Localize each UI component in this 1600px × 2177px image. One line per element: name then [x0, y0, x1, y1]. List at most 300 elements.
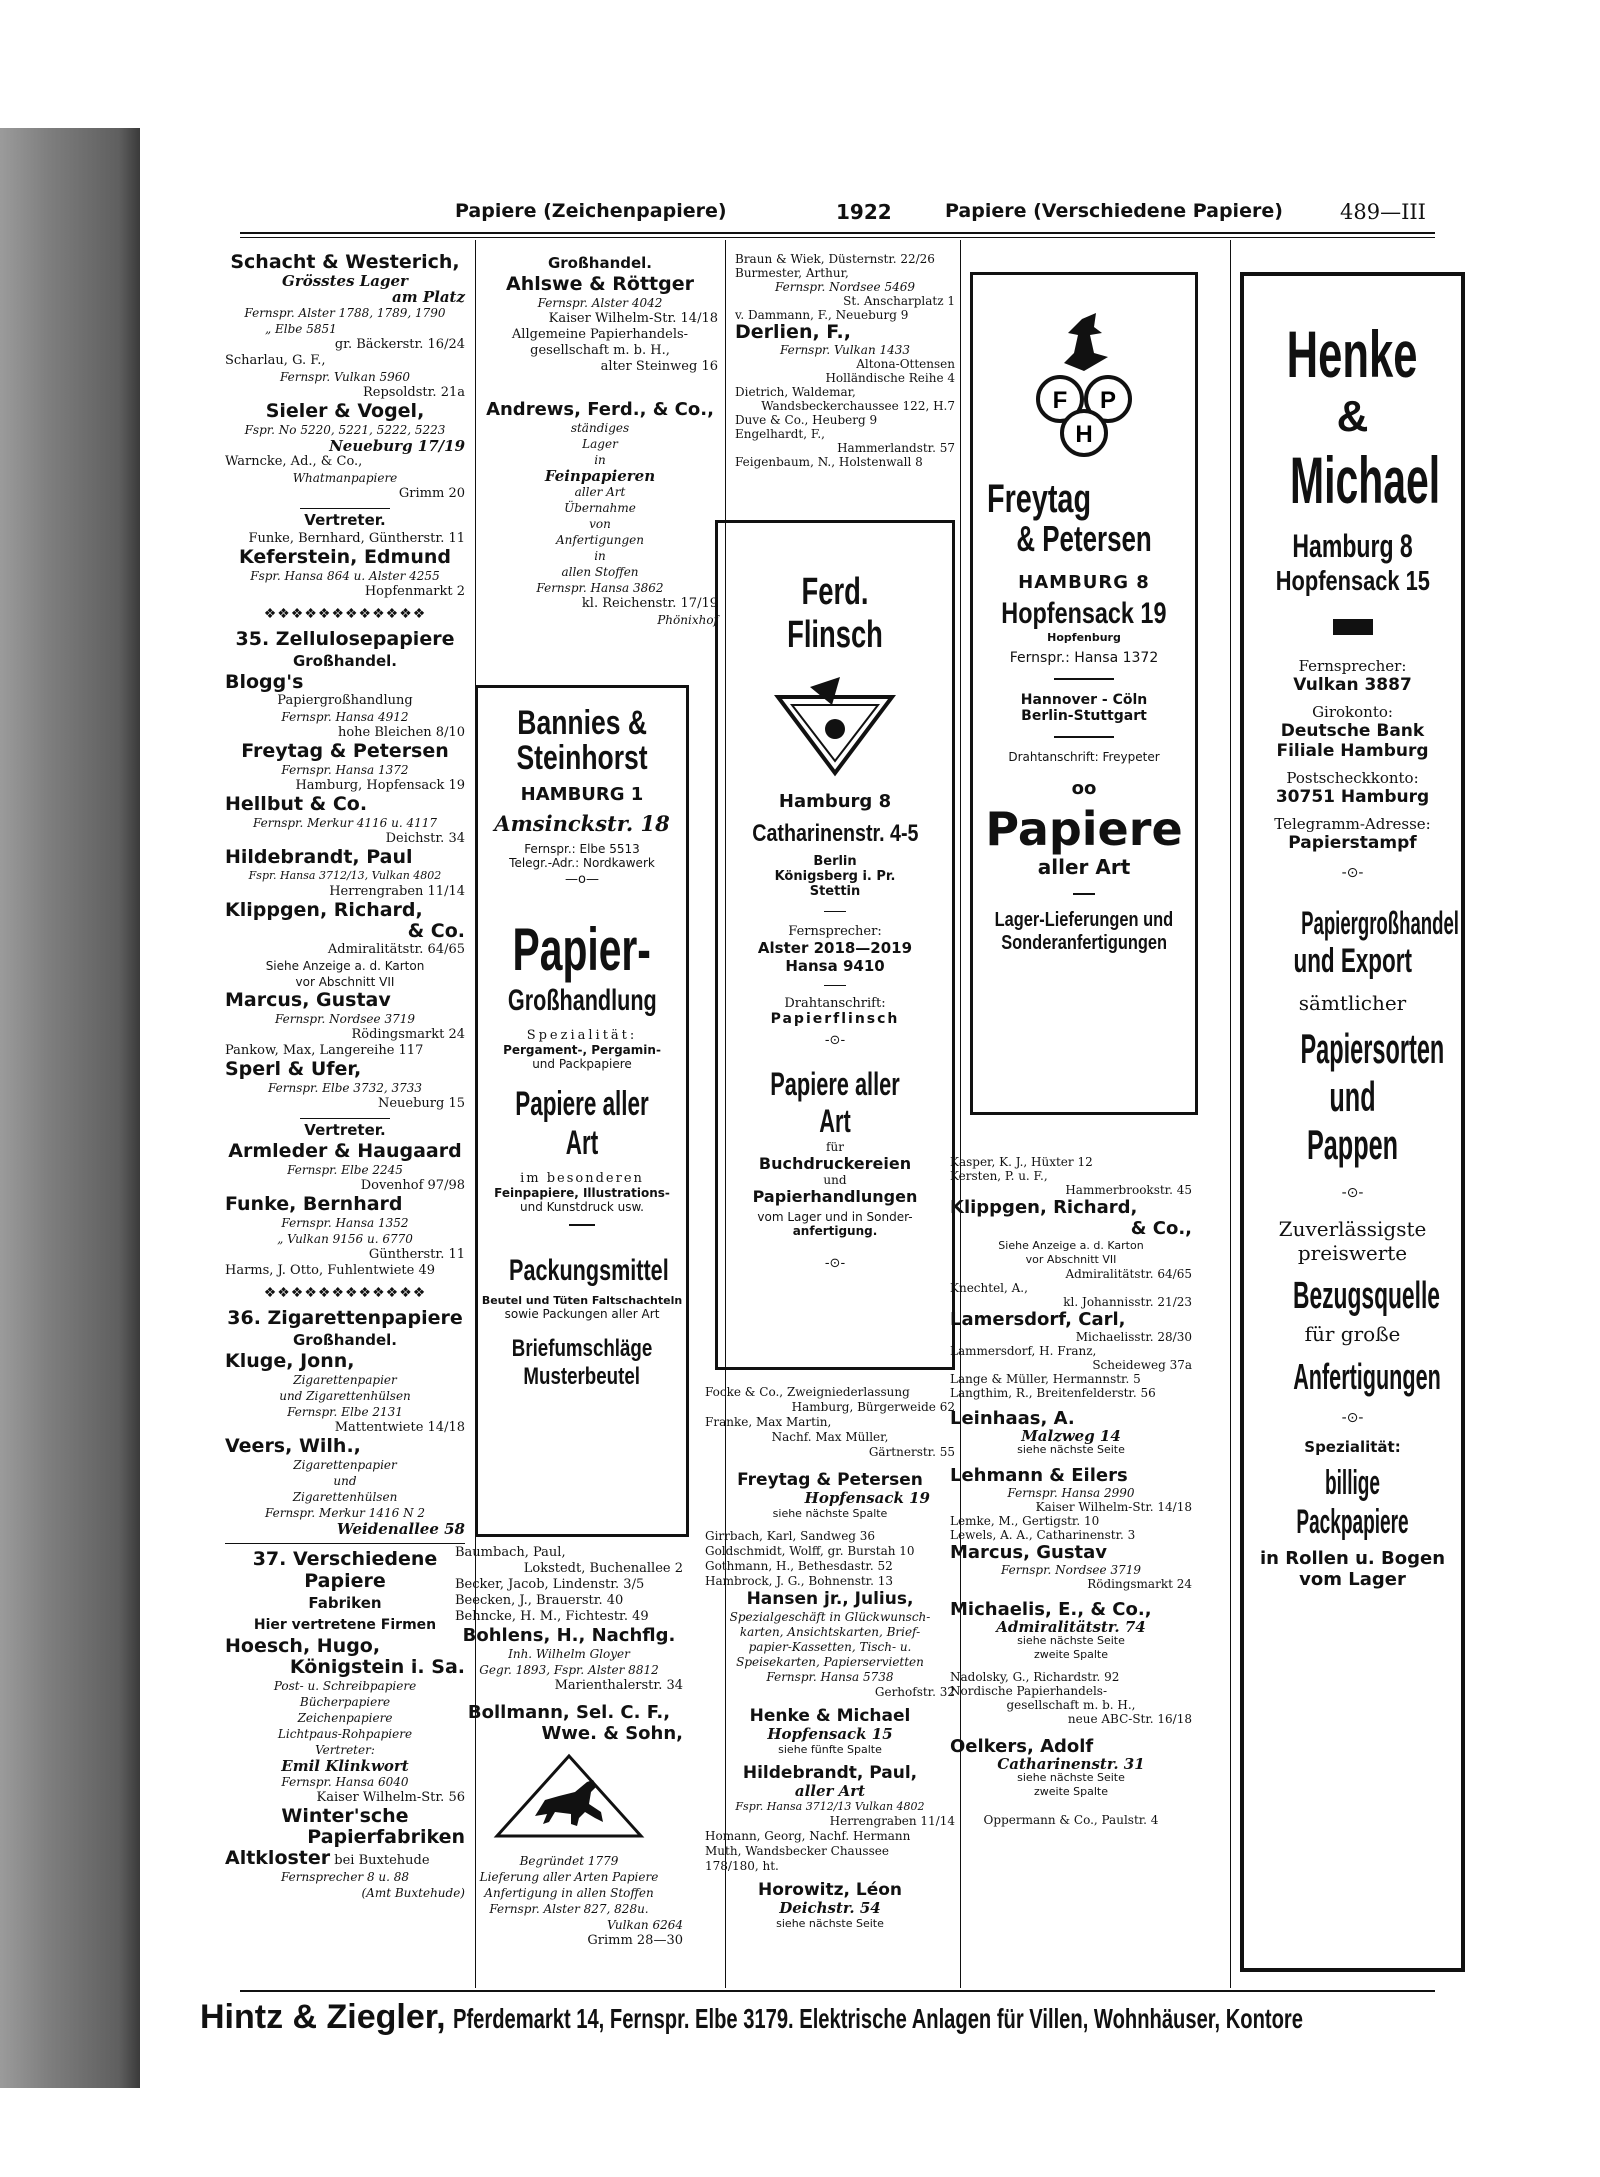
ad-ferd-flinsch: [715, 520, 955, 1370]
ad-separator: -⊙-: [1341, 1410, 1364, 1426]
entry-name: Klippgen, Richard,: [225, 899, 423, 921]
ad-text: Sonderanfertigungen: [1001, 932, 1167, 954]
column-2: [482, 252, 718, 628]
entry-address: gr. Bäckerstr. 16/24: [334, 337, 465, 352]
ad-big-text: Papiergroßhandel: [1301, 905, 1459, 941]
entry-name: Lammersdorf, H. Franz,: [950, 1344, 1097, 1358]
entry-address: Admiralitätstr. 74: [996, 1618, 1146, 1636]
entry-phone: Fernspr. Hansa 1372: [281, 763, 409, 777]
ad-text: und Kunstdruck usw.: [520, 1200, 644, 1214]
column-divider-4: [1230, 240, 1231, 1988]
entry-name: Langthim, R., Breitenfelderstr. 56: [950, 1386, 1156, 1400]
header-right-title: Papiere (Verschiedene Papiere): [945, 200, 1283, 222]
entry-name: Kersten, P. u. F.,: [950, 1169, 1048, 1183]
entry-name: 178/180, ht.: [705, 1859, 779, 1873]
entry-address: St. Anscharplatz 1: [843, 294, 955, 308]
ad-text: vom Lager und in Sonder-: [757, 1210, 913, 1224]
ad-rule: [1073, 893, 1095, 895]
entry-note: Nachf. Max Müller,: [771, 1430, 889, 1444]
entry-address: Deichstr. 34: [385, 831, 465, 846]
entry-name: Burmester, Arthur,: [735, 266, 849, 280]
entry-name: Oelkers, Adolf: [950, 1736, 1094, 1757]
entry-address: hohe Bleichen 8/10: [337, 725, 465, 740]
entry-phone: Fspr. Hansa 864 u. Alster 4255: [250, 569, 440, 583]
entry-address: Güntherstr. 11: [368, 1247, 465, 1262]
entry-name: Lange & Müller, Hermannstr. 5: [950, 1372, 1141, 1386]
ad-big-text: Großhandlung: [507, 984, 657, 1017]
ad-label: Spezialität:: [1304, 1438, 1401, 1456]
footer-rule: [240, 1990, 1435, 1992]
column-3: [735, 252, 955, 469]
entry-phone: Fspr. No 5220, 5221, 5222, 5223: [244, 423, 446, 437]
ornament-divider: ❖❖❖❖❖❖❖❖❖❖❖❖: [263, 606, 427, 622]
ad-text: in Rollen u. Bogen: [1259, 1548, 1446, 1569]
entry-phone: Fernspr. Merkur 4116 u. 4117: [252, 816, 438, 830]
entry-address: Holländische Reihe 4: [825, 371, 955, 385]
ad-separator: —o—: [565, 872, 599, 887]
entry-name: Henke & Michael: [749, 1706, 911, 1726]
ad-text: Beutel und Tüten Faltschachteln: [481, 1294, 683, 1307]
entry-name: Freytag & Petersen: [241, 740, 449, 762]
footer-text: Pferdemarkt 14, Fernspr. Elbe 3179. Elektrische Anlagen für Villen, Wohnhäuser, Kontore: [453, 2003, 1304, 2034]
subheading: Großhandel.: [292, 1331, 398, 1349]
footer-ad: [200, 1998, 1430, 2048]
entry-address: Herrengraben 11/14: [329, 884, 465, 899]
entry-note: Spezialgeschäft in Glückwunsch-: [729, 1610, 931, 1624]
entry-name: Focke & Co., Zweigniederlassung: [705, 1385, 910, 1399]
ad-big-text: Briefumschläge: [511, 1335, 653, 1362]
entry-name: Becker, Jacob, Lindenstr. 3/5: [455, 1577, 645, 1592]
ad-text: Feinpapiere, Illustrations-: [494, 1186, 670, 1200]
entry-phone: Gegr. 1893, Fspr. Alster 8812: [479, 1663, 659, 1677]
ad-text: sowie Packungen aller Art: [504, 1307, 660, 1321]
entry-name: Nordische Papierhandels-: [950, 1684, 1107, 1698]
subheading: Hier vertretene Firmen: [253, 1617, 437, 1633]
ad-rule: [824, 985, 846, 986]
ad-city: HAMBURG 1: [520, 784, 644, 805]
entry-name: Gothmann, H., Bethesdastr. 52: [705, 1559, 893, 1573]
entry-address: Hammerlandstr. 57: [837, 441, 955, 455]
entry-name: & Co.: [407, 920, 465, 942]
ad-account: 30751 Hamburg: [1275, 787, 1430, 807]
ad-phone: Fernspr.: Hansa 1372: [1009, 650, 1159, 666]
entry-phone: Fernspr. Elbe 2131: [287, 1405, 403, 1419]
entry-address: Kaiser Wilhelm-Str. 14/18: [548, 311, 718, 326]
entry-name: Hildebrandt, Paul,: [742, 1763, 918, 1783]
entry-address: kl. Johannisstr. 21/23: [1063, 1295, 1192, 1309]
entry-note: aller Art: [574, 485, 626, 499]
entry-phone: Fernspr. Nordsee 5469: [775, 280, 915, 294]
entry-phone: Fernspr. Elbe 3732, 3733: [267, 1081, 423, 1095]
entry-note: Übernahme: [564, 501, 636, 515]
ad-rule: [1054, 678, 1114, 680]
ad-telegram: Papierflinsch: [770, 1011, 900, 1027]
entry-slogan: am Platz: [392, 288, 465, 306]
entry-note: Zigarettenhülsen: [292, 1490, 398, 1504]
section-heading-35: 35. Zellulosepapiere: [235, 628, 455, 650]
fph-logo: [973, 313, 1195, 477]
entry-phone: Fernspr. Merkur 1416 N 2: [264, 1506, 426, 1520]
entry-name: Goldschmidt, Wolff, gr. Burstah 10: [705, 1544, 915, 1558]
ad-big-text: und Export: [1293, 942, 1412, 980]
entry-name: Armleder & Haugaard: [228, 1140, 462, 1162]
entry-note: Post- u. Schreibpapiere: [273, 1679, 417, 1693]
ad-big-text: Bezugsquelle: [1292, 1275, 1440, 1317]
entry-phone: Fernspr. Nordsee 3719: [275, 1012, 415, 1026]
entry-address: Rödingsmarkt 24: [1087, 1577, 1192, 1591]
entry-name: gesellschaft m. b. H.,: [530, 343, 670, 358]
entry-phone: „ Vulkan 9156 u. 6770: [277, 1232, 413, 1246]
ad-bank: Filiale Hamburg: [1276, 741, 1429, 761]
ad-text: für große: [1304, 1322, 1401, 1346]
horse-icon: [489, 1752, 649, 1840]
ad-text: Papierhandlungen: [752, 1187, 918, 1206]
ad-label: Fernsprecher:: [1298, 657, 1407, 675]
entry-name: Keferstein, Edmund: [239, 546, 451, 568]
ad-title: &: [1336, 392, 1369, 441]
entry-name: Funke, Bernhard, Güntherstr. 11: [248, 531, 465, 546]
entry-address: Hamburg, Bürgerweide 62: [791, 1400, 955, 1414]
entry-address: Repsoldstr. 21a: [362, 385, 465, 400]
entry-name: Leinhaas, A.: [950, 1408, 1075, 1429]
entry-address: Grimm 20: [398, 486, 465, 501]
entry-address: Admiralitätstr. 64/65: [1065, 1267, 1192, 1281]
ad-text: und Packpapiere: [532, 1057, 632, 1071]
entry-note: in: [594, 549, 606, 563]
ad-telegram: Drahtanschrift: Freypeter: [1008, 750, 1160, 764]
entry-address: Lokstedt, Buchenallee 2: [523, 1561, 683, 1576]
ad-label: im besonderen: [520, 1171, 644, 1186]
entry-note: bei Buxtehude: [334, 1853, 430, 1868]
entry-address: Gärtnerstr. 55: [868, 1445, 955, 1459]
entry-name: Muth, Wandsbecker Chaussee: [705, 1844, 889, 1858]
entry-name: Duve & Co., Heuberg 9: [735, 413, 878, 427]
entry-name: & Co.,: [1130, 1218, 1192, 1239]
ad-label: Girokonto:: [1312, 703, 1393, 721]
entry-name: Kluge, Jonn,: [225, 1350, 355, 1372]
entry-phone: Fernspr. Hansa 1352: [281, 1216, 409, 1230]
entry-address: Marienthalerstr. 34: [554, 1678, 683, 1693]
emblem-icon: [770, 677, 900, 777]
entry-address: Altona-Ottensen: [856, 357, 955, 371]
ad-label: Fernsprecher:: [788, 924, 882, 939]
ad-big-text: Papiere: [985, 802, 1183, 856]
entry-name: gesellschaft m. b. H.,: [1006, 1698, 1136, 1712]
entry-phone: Fernspr. Hansa 3862: [536, 581, 664, 595]
entry-note: papier-Kassetten, Tisch- u.: [748, 1640, 912, 1654]
entry-name: Ahlswe & Röttger: [506, 273, 694, 295]
ad-branch: Stettin: [809, 884, 861, 899]
entry-note: Feinpapieren: [544, 467, 656, 485]
ad-text: sämtlicher: [1298, 991, 1407, 1015]
ad-text: für: [826, 1140, 844, 1154]
entry-address: Herrengraben 11/14: [829, 1814, 955, 1828]
entry-address: Gerhofstr. 32: [874, 1685, 955, 1699]
entry-phone: Fernspr. Elbe 2245: [287, 1163, 403, 1177]
entry-address: Scheideweg 37a: [1092, 1358, 1192, 1372]
ad-branch: Königsberg i. Pr.: [774, 869, 896, 884]
header-rule-thin: [240, 237, 1435, 238]
entry-phone: Fernspr. Nordsee 3719: [1001, 1563, 1141, 1577]
ad-separator: -⊙-: [824, 1033, 846, 1048]
entry-address: Kaiser Wilhelm-Str. 56: [316, 1790, 465, 1805]
ad-phone: Hansa 9410: [785, 957, 885, 975]
ad-freytag-petersen: [970, 272, 1198, 1115]
entry-note: siehe nächste Spalte: [772, 1507, 888, 1520]
ad-text: preiswerte: [1297, 1241, 1408, 1265]
entry-name: Blogg's: [225, 671, 304, 693]
entry-note: siehe fünfte Spalte: [778, 1743, 882, 1756]
entry-name: Altkloster: [225, 1847, 331, 1869]
logo-letter-h: H: [1075, 421, 1093, 448]
ad-branch: Berlin: [813, 854, 857, 869]
ad-label: Drahtanschrift:: [784, 996, 886, 1011]
entry-name: Horowitz, Léon: [757, 1880, 903, 1900]
ornament-divider: ❖❖❖❖❖❖❖❖❖❖❖❖: [263, 1285, 427, 1301]
ad-big-text: Packungsmittel: [509, 1254, 669, 1287]
entry-name: Marcus, Gustav: [950, 1542, 1108, 1563]
entry-address: Michaelisstr. 28/30: [1075, 1330, 1192, 1344]
entry-address: Hammerbrookstr. 45: [1065, 1183, 1192, 1197]
entry-name: Andrews, Ferd., & Co.,: [486, 399, 714, 420]
entry-note: Speisekarten, Papierservietten: [736, 1655, 924, 1669]
entry-name: Lemke, M., Gertigstr. 10: [950, 1514, 1100, 1528]
entry-address: Dovenhof 97/98: [360, 1178, 465, 1193]
column-4: [950, 1155, 1192, 1827]
entry-phone: Fernspr. Hansa 6040: [281, 1775, 409, 1789]
entry-name: Nadolsky, G., Richardstr. 92: [950, 1670, 1120, 1684]
entry-note: von: [589, 517, 611, 531]
entry-name: Harms, J. Otto, Fuhlentwiete 49: [225, 1263, 436, 1278]
ad-telegram: Telegr.-Adr.: Nordkawerk: [509, 856, 655, 870]
ad-ornament: oo: [1071, 778, 1097, 799]
ad-text: anfertigung.: [792, 1224, 878, 1238]
ad-street: Hopfensack 15: [1275, 565, 1430, 596]
entry-name: Engelhardt, F.,: [735, 427, 825, 441]
entry-note: siehe nächste Seite: [1017, 1634, 1125, 1647]
entry-note: siehe nächste Seite: [1017, 1771, 1125, 1784]
ad-title: Ferd. Flinsch: [787, 571, 883, 656]
entry-note: (Amt Buxtehude): [361, 1886, 465, 1900]
entry-note: karten, Ansichtskarten, Brief-: [739, 1625, 921, 1639]
ad-bannies-steinhorst: [475, 685, 689, 1537]
entry-name: Behncke, H. M., Fichtestr. 49: [455, 1609, 649, 1624]
entry-note: Papiergroßhandlung: [277, 693, 413, 708]
ad-big-text: Papiere aller Art: [770, 1066, 900, 1139]
page-header: [240, 200, 1450, 250]
ad-phone: Alster 2018—2019: [757, 939, 913, 957]
subheading: Vertreter.: [300, 1118, 390, 1141]
entry-name: Funke, Bernhard: [225, 1193, 403, 1215]
entry-name: Michaelis, E., & Co.,: [950, 1599, 1152, 1620]
entry-phone: Fernspr. Alster 827, 828u.: [489, 1902, 649, 1916]
ad-big-text: billige Packpapiere: [1296, 1464, 1409, 1541]
entry-name: Oppermann & Co., Paulstr. 4: [983, 1813, 1159, 1827]
entry-note: zweite Spalte: [1033, 1785, 1108, 1798]
entry-name: Girrbach, Karl, Sandweg 36: [705, 1529, 876, 1543]
entry-note: Zeichenpapiere: [297, 1711, 393, 1725]
logo-letter-p: P: [1099, 387, 1117, 414]
entry-name: Warncke, Ad., & Co.,: [225, 454, 363, 469]
ad-branch: Berlin-Stuttgart: [1021, 708, 1147, 724]
entry-name: Hellbut & Co.: [225, 793, 368, 815]
ad-separator: -⊙-: [824, 1256, 846, 1271]
entry-note: Bücherpapiere: [299, 1695, 391, 1709]
ad-branch: Hannover - Cöln: [1020, 692, 1148, 708]
ad-title: Michael: [1289, 443, 1441, 517]
entry-address: alter Steinweg 16: [600, 359, 718, 374]
ad-title: Steinhorst: [516, 739, 648, 777]
entry-name: Wwe. & Sohn,: [541, 1723, 683, 1744]
ad-title: Bannies &: [517, 704, 647, 742]
entry-phone: Fernspr. Vulkan 1433: [779, 343, 911, 357]
page-number: 489—III: [1340, 200, 1426, 224]
ad-text: Buchdruckereien: [758, 1154, 912, 1173]
ad-big-text: Musterbeutel: [523, 1363, 641, 1390]
entry-name: Schacht & Westerich,: [230, 251, 460, 273]
entry-name: Papierfabriken: [307, 1826, 465, 1848]
entry-note: ständiges: [570, 421, 630, 435]
entry-address: kl. Reichenstr. 17/19: [581, 596, 718, 611]
entry-name: Veers, Wilh.,: [225, 1435, 361, 1457]
header-year: 1922: [836, 200, 892, 224]
subheading: Großhandel.: [292, 652, 398, 670]
section-heading-36: 36. Zigarettenpapiere: [227, 1307, 463, 1329]
entry-note: siehe nächste Seite: [776, 1917, 884, 1930]
entry-note: Siehe Anzeige a. d. Karton: [265, 959, 425, 973]
entry-note: Anfertigungen: [556, 533, 644, 547]
book-edge: [0, 128, 140, 2088]
entry-note: vor Abschnitt VII: [1025, 1253, 1117, 1266]
entry-name: Pankow, Max, Langereihe 117: [225, 1043, 424, 1058]
entry-note: Zigarettenpapier: [293, 1458, 397, 1472]
entry-phone: Fernspr. Alster 1788, 1789, 1790: [244, 306, 446, 320]
entry-name: Allgemeine Papierhandels-: [511, 327, 689, 342]
entry-name: Winter'sche: [281, 1805, 409, 1827]
ad-street: Amsinckstr. 18: [494, 811, 670, 836]
entry-name: Sperl & Ufer,: [225, 1058, 362, 1080]
entry-name: Lamersdorf, Carl,: [950, 1309, 1126, 1330]
entry-note: Anfertigung in allen Stoffen: [484, 1886, 654, 1900]
entry-name: Hambrock, J. G., Bohnenstr. 13: [705, 1574, 893, 1588]
ad-title: Freytag: [987, 477, 1092, 521]
ad-title: Henke: [1287, 317, 1418, 391]
entry-phone: Fspr. Hansa 3712/13 Vulkan 4802: [735, 1800, 925, 1813]
entry-name: Bollmann, Sel. C. F.,: [467, 1702, 671, 1723]
entry-address: Hopfensack 15: [767, 1725, 893, 1743]
entry-note: Zigarettenpapier: [293, 1373, 397, 1387]
ad-title: & Petersen: [1016, 518, 1152, 559]
entry-name: Klippgen, Richard,: [950, 1197, 1138, 1218]
entry-address: Hamburg, Hopfensack 19: [295, 778, 465, 793]
section-heading-37: 37. Verschiedene: [225, 1543, 465, 1570]
header-left-title: Papiere (Zeichenpapiere): [455, 200, 727, 222]
entry-name: Königstein i. Sa.: [289, 1656, 465, 1678]
ad-phone: Vulkan 3887: [1293, 675, 1412, 695]
entry-name: Hansen jr., Julius,: [746, 1589, 914, 1609]
entry-address: Admiralitätstr. 64/65: [327, 942, 465, 957]
entry-address: Deichstr. 54: [779, 1899, 881, 1917]
ad-label: Telegramm-Adresse:: [1274, 815, 1431, 833]
entry-note: Begründet 1779: [519, 1854, 619, 1868]
fph-logo-icon: [1024, 313, 1144, 473]
ad-big-text: und Pappen: [1306, 1073, 1399, 1168]
subheading: Fabriken: [308, 1594, 382, 1612]
entry-name: Lewels, A. A., Catharinenstr. 3: [950, 1528, 1136, 1542]
ad-street: Hopfensack 19: [1001, 597, 1167, 630]
ad-city: HAMBURG 8: [1018, 572, 1150, 593]
entry-address: Kaiser Wilhelm-Str. 14/18: [1035, 1500, 1192, 1514]
entry-name: Derlien, F.,: [735, 321, 851, 343]
entry-address: Mattentwiete 14/18: [334, 1420, 465, 1435]
ad-rule: [569, 1224, 595, 1226]
ad-text: vom Lager: [1299, 1569, 1406, 1590]
entry-name: Franke, Max Martin,: [705, 1415, 832, 1429]
ad-text: Lager-Lieferungen und: [994, 909, 1174, 931]
entry-name: Freytag & Petersen: [737, 1470, 923, 1490]
ad-city: Hamburg 8: [778, 791, 892, 812]
entry-note: Emil Klinkwort: [281, 1757, 409, 1775]
subheading: Großhandel.: [547, 254, 653, 272]
entry-name: Bohlens, H., Nachflg.: [462, 1625, 676, 1646]
entry-phone: Fernspr. Hansa 5738: [766, 1670, 894, 1684]
entry-name: Homann, Georg, Nachf. Hermann: [705, 1829, 911, 1843]
entry-note: Siehe Anzeige a. d. Karton: [998, 1239, 1144, 1252]
entry-name: Feigenbaum, N., Holstenwall 8: [735, 455, 923, 469]
ad-big-text: Papiersorten: [1300, 1025, 1445, 1072]
entry-name: Marcus, Gustav: [225, 989, 391, 1011]
entry-address: Rödingsmarkt 24: [351, 1027, 465, 1042]
entry-name: Kasper, K. J., Hüxter 12: [950, 1155, 1093, 1169]
entry-name: Sieler & Vogel,: [265, 400, 425, 422]
entry-note: aller Art: [794, 1782, 866, 1800]
ad-rule: [824, 911, 846, 912]
entry-phone: Fspr. Hansa 3712/13, Vulkan 4802: [248, 869, 442, 882]
horse-logo: [455, 1752, 683, 1845]
entry-note: Lager: [582, 437, 618, 451]
entry-name: Baumbach, Paul,: [455, 1545, 566, 1560]
entry-address: Neueburg 17/19: [329, 437, 465, 455]
ad-separator: -⊙-: [1341, 1185, 1364, 1201]
header-rule: [240, 232, 1435, 234]
entry-note: Vertreter:: [315, 1743, 375, 1757]
entry-note: und: [333, 1474, 357, 1488]
section-heading-37: Papiere: [304, 1570, 386, 1592]
ad-bank: Deutsche Bank: [1280, 721, 1425, 741]
ad-henke-michael: [1240, 272, 1465, 1972]
ad-rule: [1054, 736, 1114, 738]
entry-phone: Fernsprecher 8 u. 88: [280, 1870, 410, 1884]
entry-phone: Fernspr. Alster 4042: [537, 296, 663, 310]
entry-note: in: [594, 453, 606, 467]
ad-phone: Fernspr.: Elbe 5513: [524, 842, 640, 856]
entry-name: Beecken, J., Brauerstr. 40: [455, 1593, 624, 1608]
entry-phone: Fernspr. Vulkan 5960: [279, 370, 411, 384]
subheading: Vertreter.: [300, 508, 390, 531]
entry-name: Knechtel, A.,: [950, 1281, 1028, 1295]
footer-company: Hintz & Ziegler,: [200, 1998, 446, 2036]
entry-note: Lichtpaus-Rohpapiere: [277, 1727, 413, 1741]
logo-letter-f: F: [1052, 387, 1068, 414]
entry-name: Scharlau, G. F.,: [225, 353, 326, 368]
entry-address: Phönixhof: [657, 613, 718, 627]
column-3-lower: [705, 1385, 955, 1931]
entry-address: Weidenallee 58: [336, 1520, 465, 1538]
ad-big-text: aller Art: [1037, 855, 1131, 879]
entry-address: Catharinenstr. 31: [997, 1755, 1145, 1773]
ad-note: Hopfenburg: [1047, 631, 1121, 644]
entry-note: zweite Spalte: [1033, 1648, 1108, 1661]
